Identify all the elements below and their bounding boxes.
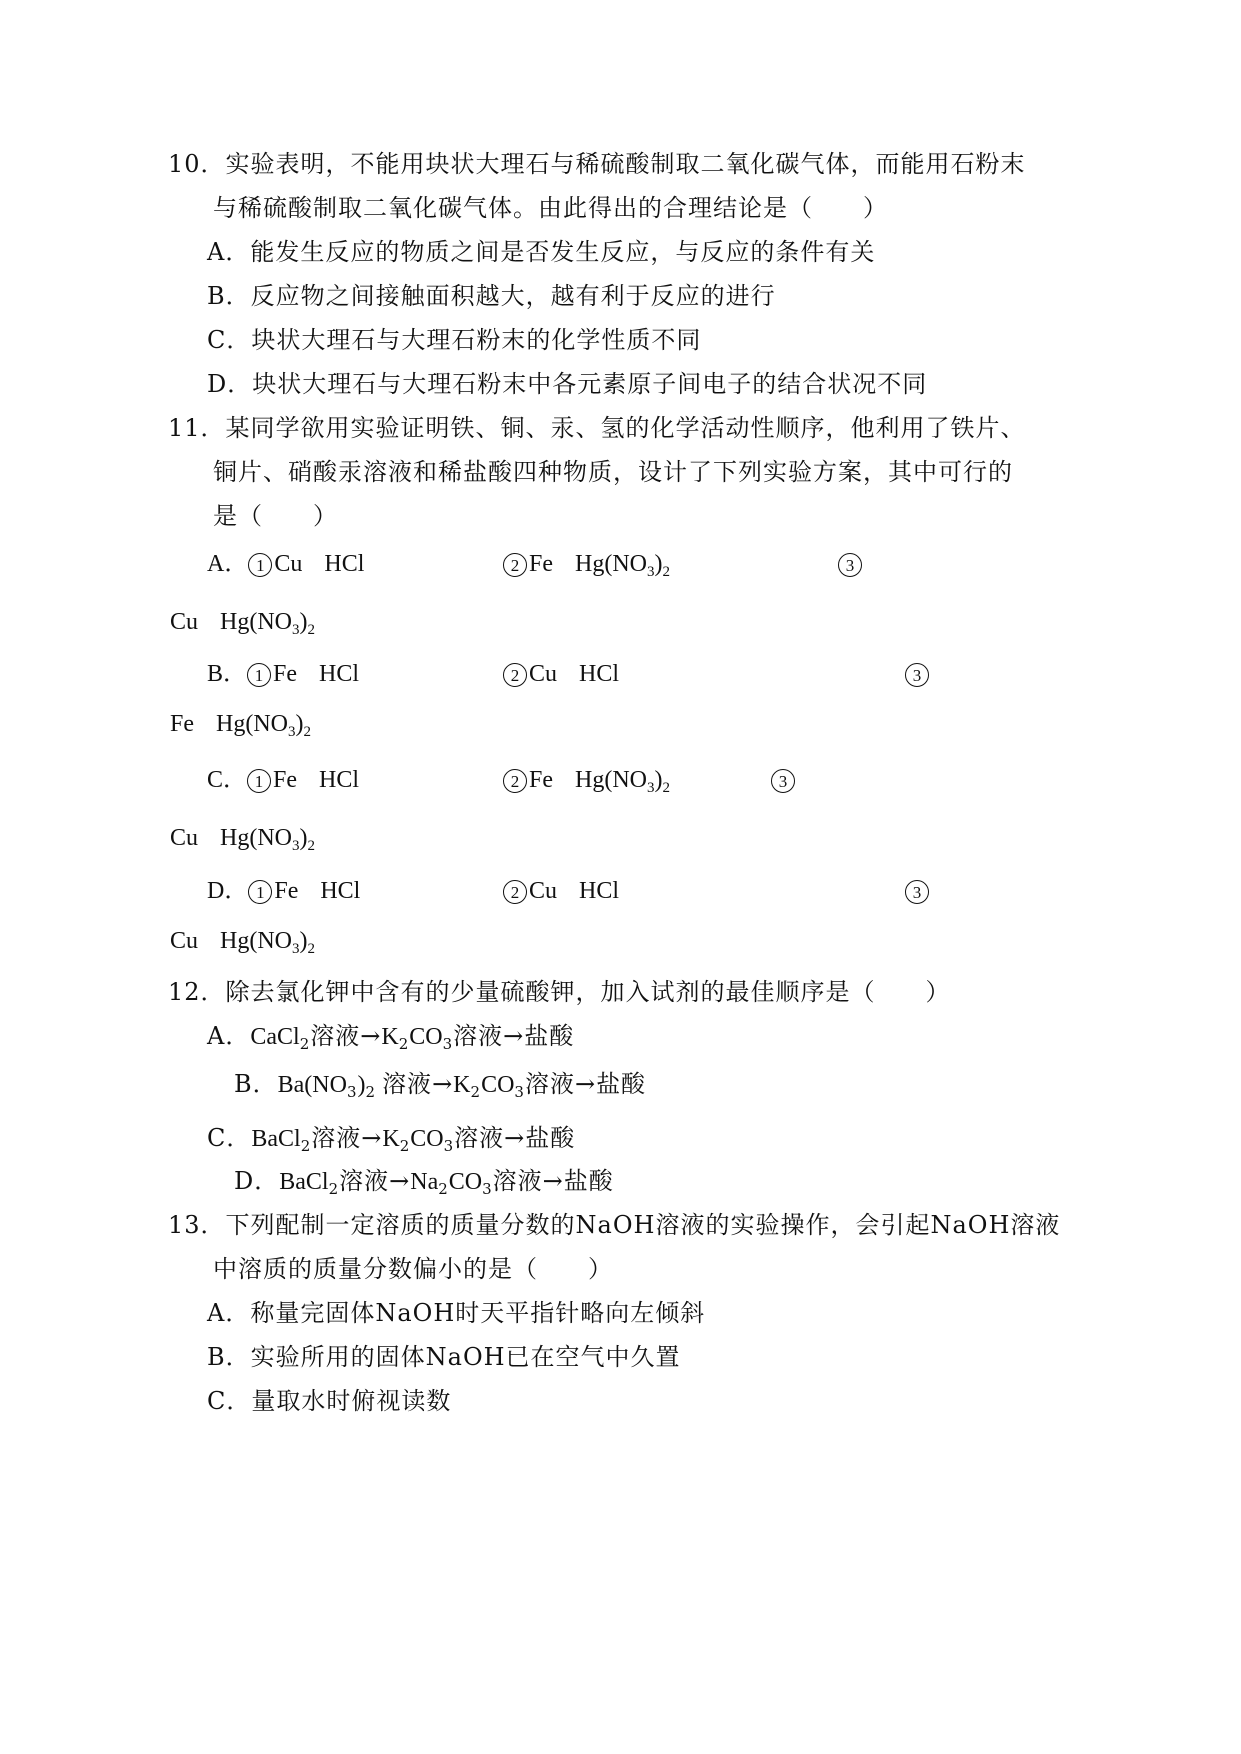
q12-option-a — [207, 1020, 574, 1053]
q12-c-bacl: BaCl — [251, 1126, 301, 1152]
q11-b-reagent3: Fe — [170, 711, 194, 737]
hydrochloric-acid-text: 盐酸 — [596, 1070, 647, 1098]
q11-option-c-exp3 — [170, 822, 315, 854]
q10-number: 10． — [168, 150, 226, 178]
q11-d-hcl-1: HCl — [320, 878, 361, 904]
q12-d-letter: D． — [234, 1167, 280, 1195]
q11-c-letter: C． — [207, 767, 248, 793]
q12-a-letter: A． — [207, 1022, 251, 1050]
q11-c-sub2-3: 2 — [307, 838, 316, 854]
circled-1-icon: 1 — [248, 553, 272, 577]
q11-d-letter: D． — [207, 878, 249, 904]
q11-c-sub3-3: 3 — [292, 838, 300, 854]
sodium-symbol: Na — [410, 1169, 439, 1195]
solution-text: 溶液 — [454, 1124, 505, 1152]
subscript-3: 3 — [443, 1137, 455, 1155]
q11-b-no3-3: Hg(NO — [216, 711, 288, 737]
q11-b-hcl-1: HCl — [319, 661, 360, 687]
q11-option-d-exp3-marker — [905, 875, 931, 907]
q11-d-close-3: ) — [299, 928, 308, 954]
q11-option-c-exp3-marker — [771, 764, 797, 796]
subscript-3: 3 — [514, 1083, 525, 1101]
q11-a-reagent2: Fe — [529, 551, 553, 577]
q13-stem-line2: 中溶质的质量分数偏小的是（ ） — [213, 1255, 613, 1283]
q10-option-a: A．能发生反应的物质之间是否发生反应，与反应的条件有关 — [207, 238, 876, 266]
q11-stem-line2: 铜片、硝酸汞溶液和稀盐酸四种物质，设计了下列实验方案，其中可行的 — [213, 458, 1013, 486]
q11-a-sub2-3: 2 — [307, 622, 316, 638]
q11-number: 11． — [168, 414, 226, 442]
q13-number: 13． — [168, 1211, 226, 1239]
q11-a-close-3: ) — [299, 609, 308, 635]
q11-option-c-exp2 — [503, 764, 670, 796]
hydrochloric-acid-text: 盐酸 — [525, 1124, 576, 1152]
q11-option-b-row — [207, 658, 359, 690]
hydrochloric-acid-text: 盐酸 — [524, 1022, 575, 1050]
potassium-symbol: K — [453, 1072, 471, 1098]
solution-text: 溶液 — [310, 1022, 361, 1050]
subscript-3: 3 — [442, 1035, 454, 1053]
subscript-2: 2 — [438, 1180, 449, 1198]
potassium-symbol: K — [381, 1024, 399, 1050]
q11-c-sub2-2: 2 — [662, 780, 670, 796]
subscript-2: 2 — [328, 1180, 340, 1198]
q11-c-no3-2: Hg(NO — [575, 767, 647, 793]
arrow-icon: → — [432, 1070, 454, 1098]
q10-option-b: B．反应物之间接触面积越大，越有利于反应的进行 — [207, 282, 776, 310]
solution-text: 溶液 — [382, 1070, 433, 1098]
q13-option-b: B．实验所用的固体NaOH已在空气中久置 — [207, 1343, 681, 1371]
q11-a-reagent1: Cu — [274, 551, 303, 577]
subscript-2: 2 — [300, 1137, 312, 1155]
q11-option-c-row — [207, 764, 359, 796]
solution-text: 溶液 — [311, 1124, 362, 1152]
solution-text: 溶液 — [492, 1167, 543, 1195]
hydrochloric-acid-text: 盐酸 — [563, 1167, 614, 1195]
q11-option-d-exp3 — [170, 925, 315, 957]
q11-a-sub3-3: 3 — [292, 622, 300, 638]
q11-d-no3-3: Hg(NO — [220, 928, 293, 954]
q12-option-c — [207, 1122, 575, 1155]
q10-stem-line1 — [168, 148, 1026, 180]
q11-option-d-exp2 — [503, 875, 619, 907]
q11-b-sub3-3: 3 — [288, 724, 296, 740]
q12-b-letter: B． — [234, 1070, 278, 1098]
q11-c-reagent3: Cu — [170, 825, 199, 851]
solution-text: 溶液 — [453, 1022, 504, 1050]
q12-stem-text: 除去氯化钾中含有的少量硫酸钾，加入试剂的最佳顺序是（ ） — [225, 978, 951, 1006]
arrow-icon: → — [361, 1124, 383, 1152]
circled-3-icon: 3 — [905, 880, 929, 904]
q11-a-letter: A． — [207, 551, 249, 577]
subscript-2: 2 — [398, 1035, 410, 1053]
q12-a-cacl: CaCl — [250, 1024, 300, 1050]
q12-c-letter: C． — [207, 1124, 252, 1152]
q11-b-letter: B． — [207, 661, 248, 687]
close-paren: ) — [357, 1072, 366, 1098]
q11-b-hcl-2: HCl — [579, 661, 620, 687]
subscript-2: 2 — [365, 1083, 377, 1101]
subscript-2: 2 — [470, 1083, 482, 1101]
arrow-icon: → — [542, 1167, 564, 1195]
q12-b-bano: Ba(NO — [277, 1072, 347, 1098]
q11-a-sub3-2: 3 — [647, 564, 655, 580]
q11-a-sub2-2: 2 — [662, 564, 670, 580]
q11-d-sub3-3: 3 — [292, 941, 300, 957]
q11-c-reagent2: Fe — [529, 767, 553, 793]
q11-a-no3-2: Hg(NO — [575, 551, 647, 577]
circled-1-icon: 1 — [247, 769, 271, 793]
q11-c-sub3-2: 3 — [647, 780, 655, 796]
q12-number: 12． — [168, 978, 226, 1006]
q11-stem-line3: 是（ ） — [213, 502, 338, 530]
q11-c-close-3: ) — [299, 825, 308, 851]
q11-d-reagent3: Cu — [170, 928, 199, 954]
q11-stem-line1 — [168, 412, 1026, 444]
q11-b-reagent2: Cu — [529, 661, 558, 687]
q13-stem-line1 — [168, 1209, 1060, 1241]
arrow-icon: → — [504, 1124, 526, 1152]
q11-a-no3-3: Hg(NO — [220, 609, 293, 635]
q11-b-reagent1: Fe — [273, 661, 298, 687]
q10-stem-line2: 与稀硫酸制取二氧化碳气体。由此得出的合理结论是（ ） — [213, 194, 888, 222]
q11-a-hcl: HCl — [324, 551, 365, 577]
q10-option-d: D．块状大理石与大理石粉末中各元素原子间电子的结合状况不同 — [207, 370, 928, 398]
q11-d-hcl-2: HCl — [579, 878, 620, 904]
q10-stem-text1: 实验表明，不能用块状大理石与稀硫酸制取二氧化碳气体，而能用石粉末 — [225, 150, 1026, 178]
subscript-3: 3 — [346, 1083, 358, 1101]
q11-c-hcl: HCl — [319, 767, 360, 793]
q11-option-b-exp3 — [170, 708, 311, 740]
q11-d-sub2-3: 2 — [307, 941, 316, 957]
arrow-icon: → — [360, 1022, 382, 1050]
q13-stem-text1: 下列配制一定溶质的质量分数的NaOH溶液的实验操作，会引起NaOH溶液 — [225, 1211, 1061, 1239]
circled-1-icon: 1 — [248, 880, 272, 904]
arrow-icon: → — [574, 1070, 597, 1098]
potassium-symbol: K — [382, 1126, 400, 1152]
subscript-3: 3 — [482, 1180, 493, 1198]
q11-option-d-row — [207, 875, 360, 907]
q11-c-reagent1: Fe — [273, 767, 298, 793]
q11-d-reagent2: Cu — [529, 878, 558, 904]
circled-2-icon: 2 — [503, 663, 527, 687]
q11-b-close-3: ) — [295, 711, 304, 737]
solution-text: 溶液 — [339, 1167, 390, 1195]
q11-stem-text1: 某同学欲用实验证明铁、铜、汞、氢的化学活动性顺序，他利用了铁片、 — [225, 414, 1026, 442]
carbonate-co: CO — [409, 1024, 443, 1050]
circled-3-icon: 3 — [771, 769, 795, 793]
q11-c-close-2: ) — [654, 767, 663, 793]
circled-3-icon: 3 — [905, 663, 929, 687]
q11-b-sub2-3: 2 — [303, 724, 311, 740]
q13-option-c: C．量取水时俯视读数 — [207, 1387, 452, 1415]
carbonate-co: CO — [481, 1072, 515, 1098]
q11-a-close-2: ) — [654, 551, 663, 577]
q12-d-bacl: BaCl — [279, 1169, 329, 1195]
circled-1-icon: 1 — [247, 663, 271, 687]
arrow-icon: → — [503, 1022, 525, 1050]
q11-option-a-exp2 — [503, 548, 670, 580]
arrow-icon: → — [389, 1167, 411, 1195]
subscript-2: 2 — [299, 1035, 311, 1053]
q11-option-a-exp3-marker — [838, 548, 864, 580]
q11-d-reagent1: Fe — [274, 878, 299, 904]
q11-c-no3-3: Hg(NO — [220, 825, 293, 851]
carbonate-co: CO — [410, 1126, 444, 1152]
q13-option-a: A．称量完固体NaOH时天平指针略向左倾斜 — [207, 1299, 706, 1327]
subscript-2: 2 — [399, 1137, 411, 1155]
q12-option-b — [234, 1068, 646, 1101]
q10-option-c: C．块状大理石与大理石粉末的化学性质不同 — [207, 326, 702, 354]
q11-option-a-exp3 — [170, 606, 315, 638]
q12-stem-line — [168, 976, 951, 1008]
circled-2-icon: 2 — [503, 880, 527, 904]
circled-2-icon: 2 — [503, 769, 527, 793]
q12-option-d — [234, 1165, 614, 1198]
circled-2-icon: 2 — [503, 553, 527, 577]
solution-text: 溶液 — [524, 1070, 575, 1098]
q11-option-a-row — [207, 548, 364, 580]
carbonate-co: CO — [448, 1169, 483, 1195]
circled-3-icon: 3 — [838, 553, 862, 577]
q11-a-reagent3: Cu — [170, 609, 199, 635]
q11-option-b-exp2 — [503, 658, 619, 690]
q11-option-b-exp3-marker — [905, 658, 931, 690]
